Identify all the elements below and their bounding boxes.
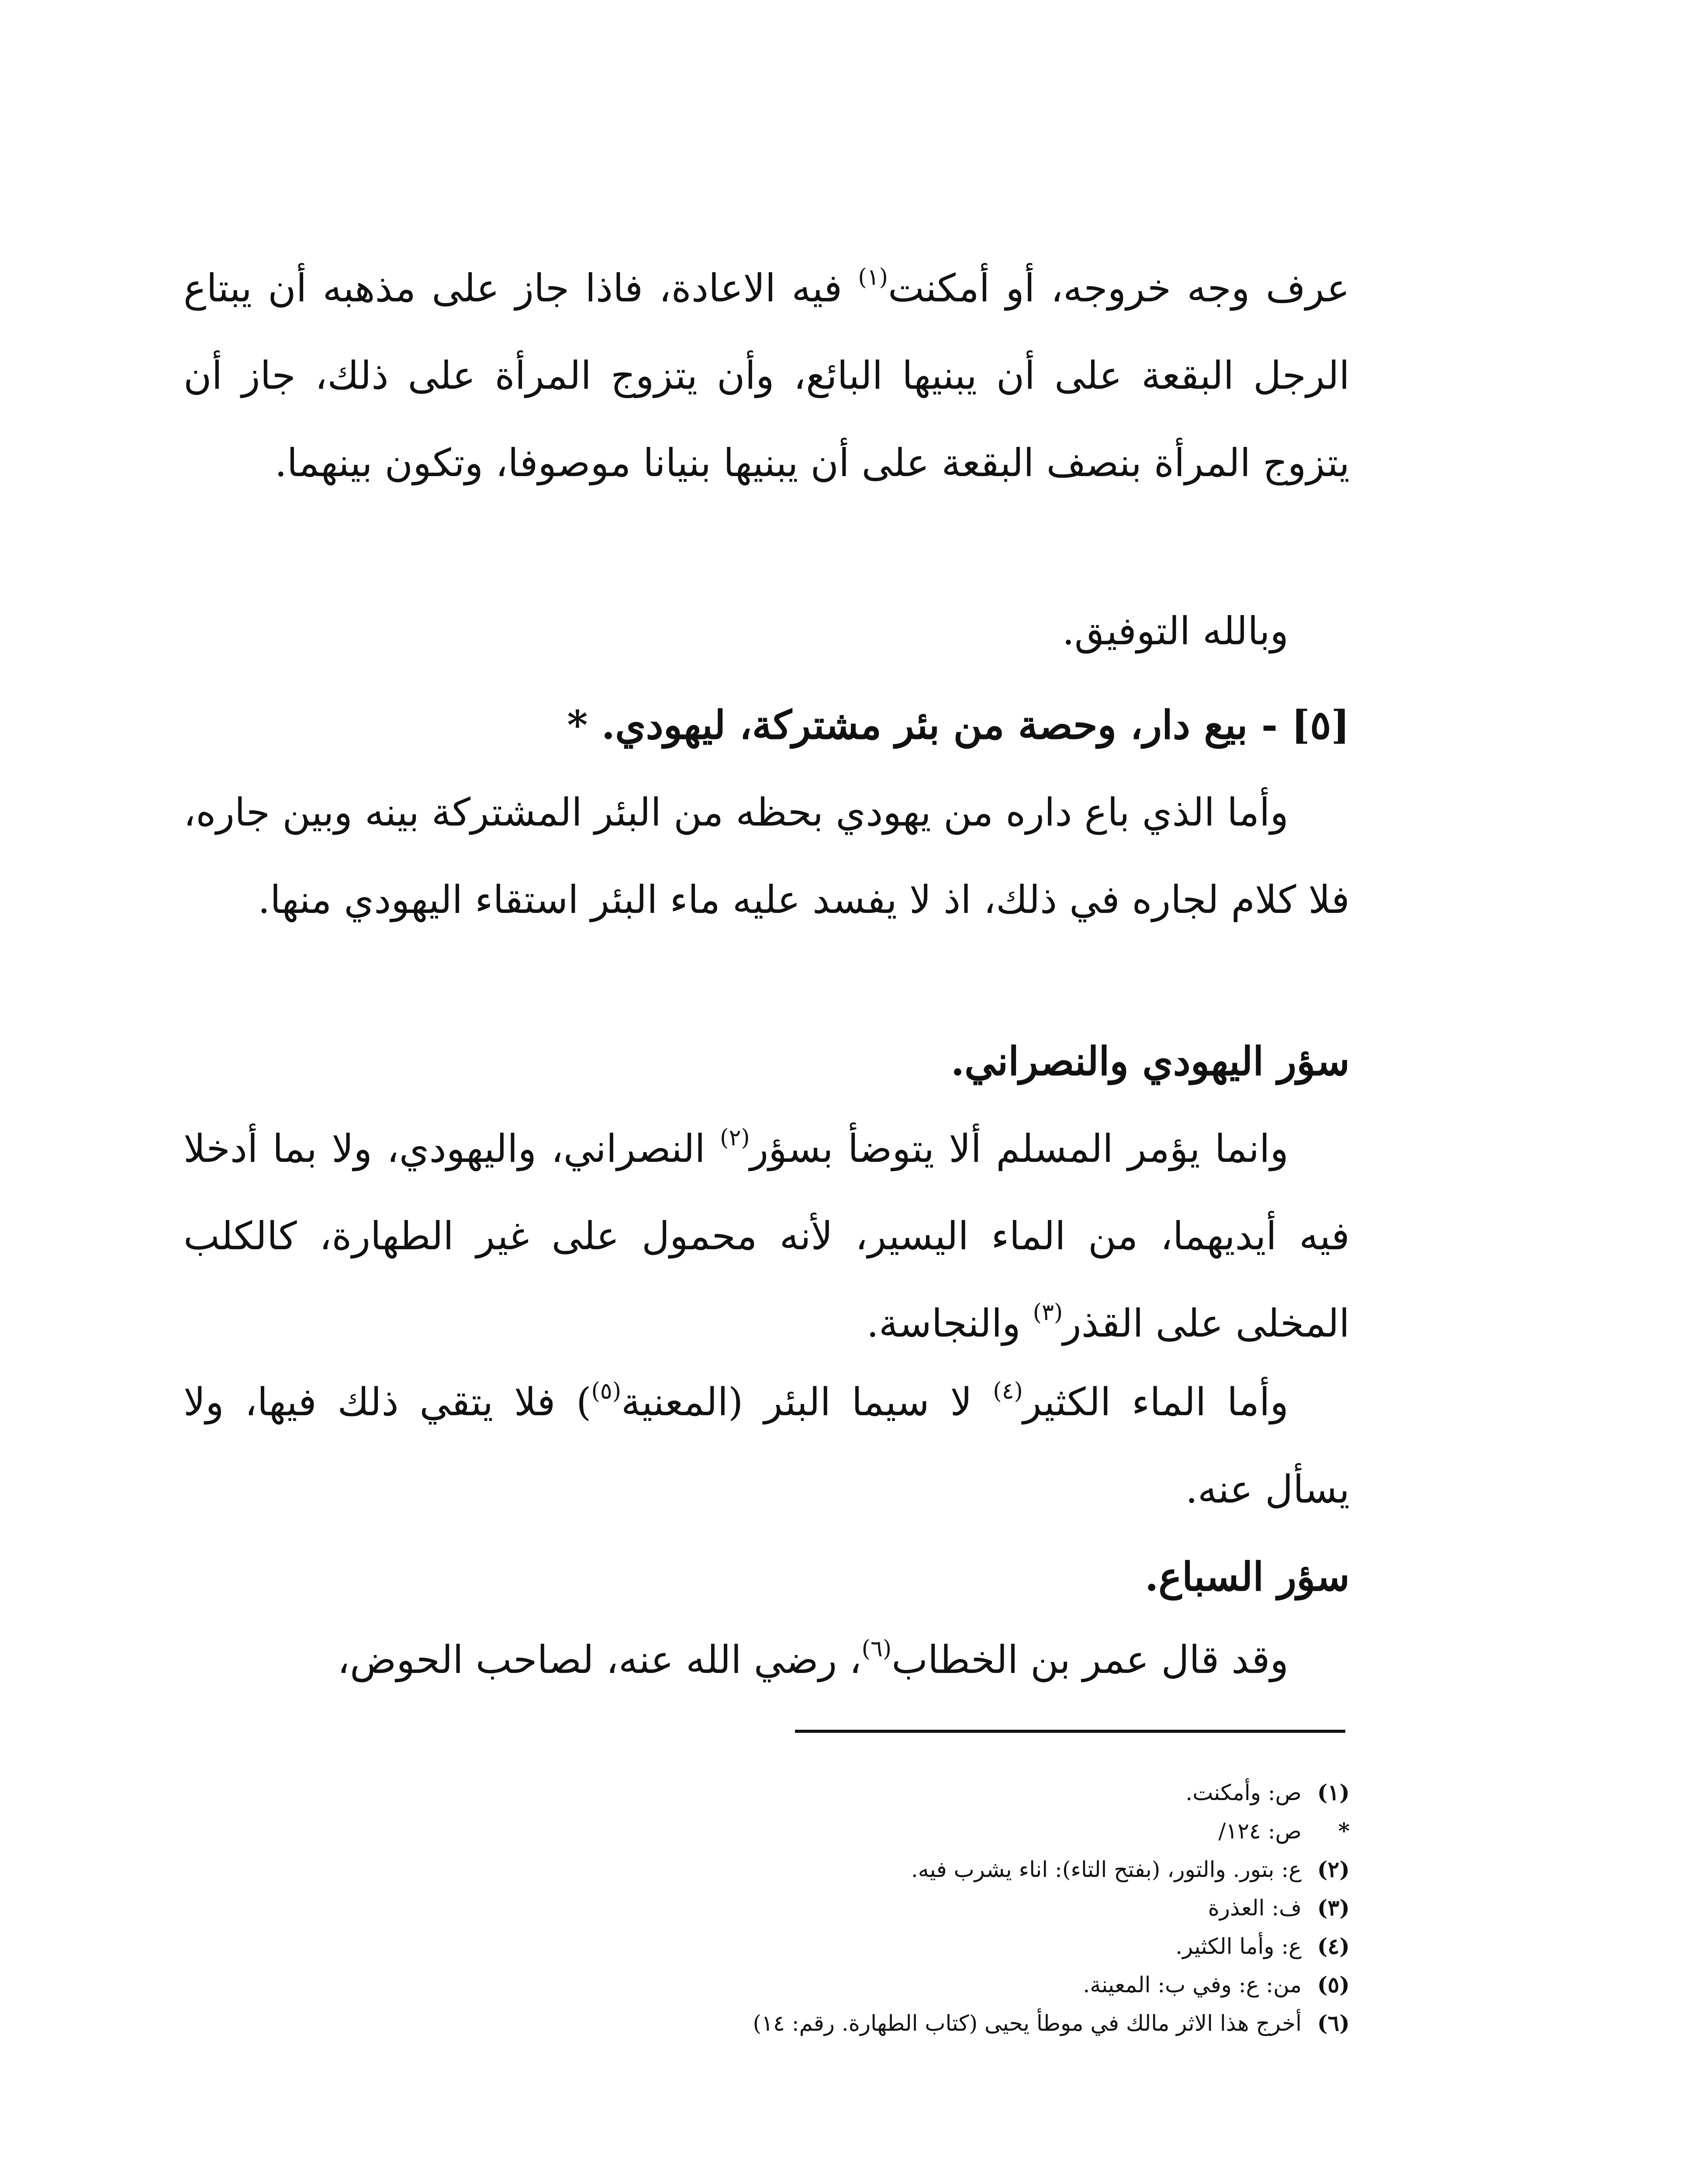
paragraph-6-part-a: وقد قال عمر بن الخطاب: [891, 1637, 1289, 1682]
footnote-separator: [795, 1730, 1345, 1733]
paragraph-5-part-c: ) فلا يتقي ذلك فيها، ولا يسأل عنه.: [183, 1379, 1350, 1512]
subheading-1-container: [183, 1018, 1350, 1105]
paragraph-4-part-a: وانما يؤمر المسلم ألا يتوضأ بسؤر: [750, 1126, 1289, 1171]
footnote-item: [480, 1850, 1350, 1889]
paragraph-1-text: عرف وجه خروجه، أو أمكنت: [888, 266, 1350, 311]
footnote-text: ع: بتور. والتور، (بفتح التاء): اناء يشرب فيه.: [911, 1857, 1302, 1882]
paragraph-1: [183, 245, 1350, 507]
paragraph-6: [183, 1616, 1350, 1704]
footnote-text: ف: العذرة: [1208, 1895, 1302, 1921]
footnote-mark: (٦): [1317, 2010, 1350, 2036]
section-heading: [٥] - بيع دار، وحصة من بئر مشتركة، ليهودي. *: [567, 702, 1350, 748]
paragraph-4: [183, 1105, 1350, 1367]
paragraph-2: [183, 587, 1350, 675]
subheading-predators: سؤر السباع.: [1144, 1554, 1350, 1600]
paragraph-6-part-b: ، رضي الله عنه، لصاحب الحوض،: [337, 1637, 862, 1682]
paragraph-3-text: وأما الذي باع داره من يهودي بحظه من البئر المشتركة بينه وبين جاره، فلا كلام لجاره في ذلك، اذ لا يفسد عليه ماء البئر استقاء اليهودي منها.: [183, 790, 1350, 922]
paragraph-5-part-a: وأما الماء الكثير: [1023, 1379, 1289, 1424]
footnote-ref-3[interactable]: (٣): [1033, 1299, 1063, 1326]
footnote-item: [480, 1889, 1350, 1927]
footnote-mark: (٣): [1317, 1895, 1350, 1921]
footnote-ref-2[interactable]: (٢): [720, 1125, 750, 1151]
footnote-item: [480, 1812, 1350, 1850]
footnote-item: [480, 2004, 1350, 2042]
footnote-item: [480, 1773, 1350, 1812]
footnote-ref-6[interactable]: (٦): [861, 1636, 892, 1662]
footnote-ref-5[interactable]: (٥): [591, 1378, 622, 1404]
footnote-mark: (٢): [1317, 1856, 1350, 1882]
footnote-text: من: ع: وفي ب: المعينة.: [1083, 1972, 1302, 1997]
section-heading-container: [183, 681, 1350, 769]
footnote-item: [480, 1966, 1350, 2004]
footnote-text: ص: ١٢٤/: [1218, 1818, 1302, 1844]
paragraph-5: [183, 1358, 1350, 1533]
footnote-text: أخرج هذا الاثر مالك في موطأ يحيى (كتاب الطهارة. رقم: ١٤): [753, 2011, 1302, 2036]
paragraph-5-part-b: لا سيما البئر (المعنية: [621, 1379, 993, 1424]
footnote-text: ص: وأمكنت.: [1185, 1780, 1302, 1805]
subheading-jews-christians: سؤر اليهودي والنصراني.: [950, 1038, 1350, 1085]
footnote-mark: *: [1338, 1818, 1350, 1844]
paragraph-3: [183, 769, 1350, 943]
footnote-mark: (١): [1317, 1780, 1350, 1805]
footnote-ref-4[interactable]: (٤): [993, 1378, 1023, 1404]
subheading-2-container: [183, 1533, 1350, 1621]
footnote-text: ع: وأما الكثير.: [1175, 1934, 1302, 1959]
footnote-item: [480, 1927, 1350, 1966]
paragraph-4-part-c: والنجاسة.: [866, 1301, 1033, 1346]
footnotes-list: [480, 1773, 1350, 2042]
paragraph-4-part-b: النصراني، واليهودي، ولا بما أدخلا فيه أيديهما، من الماء اليسير، لأنه محمول على غير الطهارة، كالكلب المخلى على القذر: [183, 1126, 1350, 1346]
closing-phrase: وبالله التوفيق.: [1062, 608, 1289, 653]
footnote-mark: (٤): [1317, 1933, 1350, 1959]
paragraph-1-continued: فيه الاعادة، فاذا جاز على مذهبه أن يبتاع الرجل البقعة على أن يبنيها البائع، وأن يتزوج المرأة على ذلك، جاز أن يتزوج المرأة بنصف البقعة على أن يبنيها بنيانا موصوفا، وتكون بينهما.: [183, 266, 1350, 485]
footnote-ref-1[interactable]: (١): [858, 264, 888, 290]
footnote-mark: (٥): [1317, 1972, 1350, 1997]
